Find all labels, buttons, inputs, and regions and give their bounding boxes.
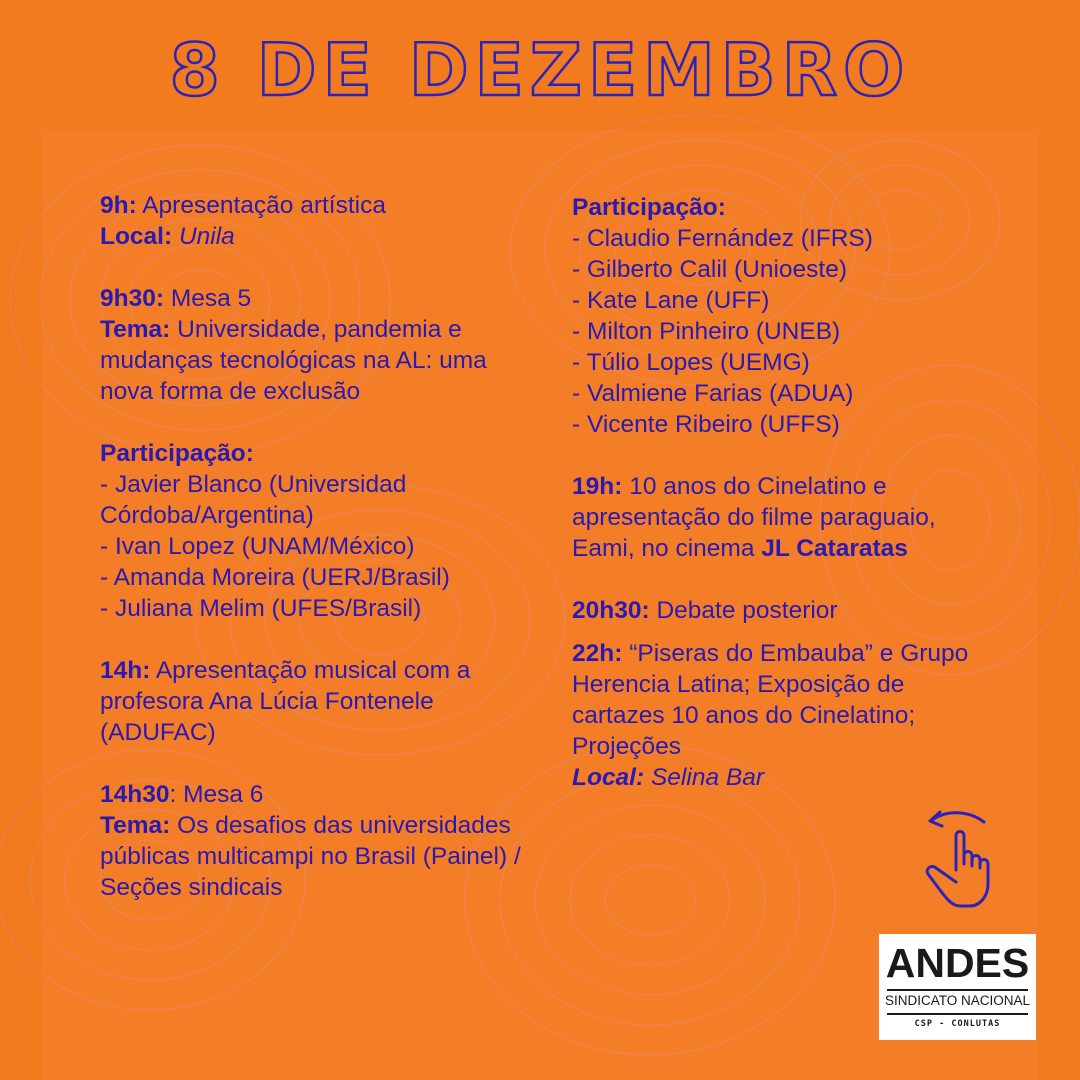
- participants-list: [572, 192, 972, 440]
- time-label: 20h30:: [572, 597, 650, 624]
- participant: - Valmiene Farias (ADUA): [572, 380, 854, 407]
- local-label: Local:: [572, 764, 645, 791]
- event-text: Apresentação artística: [136, 192, 386, 219]
- time-label: 19h:: [572, 473, 623, 500]
- participant: - Kate Lane (UFF): [572, 287, 770, 314]
- local-label: Local:: [100, 223, 173, 250]
- participant: - Milton Pinheiro (UNEB): [572, 318, 841, 345]
- tema-text: Os desafios das universidades públicas multicampi no Brasil (Painel) / Seções sindicais: [100, 812, 521, 901]
- left-column: [100, 190, 540, 903]
- event-text: Apresentação musical com a profesora Ana Lúcia Fontenele (ADUFAC): [100, 657, 471, 746]
- event-text: Debate posterior: [649, 597, 838, 624]
- logo-tagline: CSP - CONLUTAS: [914, 1019, 1001, 1029]
- time-label: 9h:: [100, 192, 137, 219]
- participant: - Claudio Fernández (IFRS): [572, 225, 873, 252]
- page-title: 8 DE DEZEMBRO: [169, 28, 911, 112]
- schedule-item-22h: [572, 638, 972, 793]
- participant: - Vicente Ribeiro (UFFS): [572, 411, 840, 438]
- participant: - Javier Blanco (Universidad Córdoba/Argentina): [100, 471, 407, 529]
- participants-list: [100, 438, 540, 624]
- tema-label: Tema:: [100, 812, 171, 839]
- participant: - Amanda Moreira (UERJ/Brasil): [100, 564, 450, 591]
- event-text: : Mesa 6: [169, 781, 264, 808]
- event-text: 10 anos do Cinelatino e apresentação do filme paraguaio, Eami, no cinema: [572, 473, 936, 562]
- hand-swipe-left-icon: [920, 806, 996, 912]
- schedule-item-19h: [572, 471, 972, 564]
- andes-logo: [879, 934, 1036, 1040]
- logo-divider: [887, 989, 1028, 991]
- participants-label: Participação:: [100, 440, 254, 467]
- time-label: 14h:: [100, 657, 151, 684]
- logo-subtitle: SINDICATO NACIONAL: [884, 993, 1031, 1008]
- logo-title: ANDES: [885, 940, 1030, 986]
- venue-name: JL Cataratas: [761, 535, 908, 562]
- event-text: Mesa 5: [164, 285, 252, 312]
- time-label: 14h30: [100, 781, 170, 808]
- tema-label: Tema:: [100, 316, 171, 343]
- event-text: “Piseras do Embauba” e Grupo Herencia Latina; Exposição de cartazes 10 anos do Cinelatino; Projeções: [572, 640, 969, 760]
- participant: - Gilberto Calil (Unioeste): [572, 256, 848, 283]
- time-label: 9h30:: [100, 285, 165, 312]
- participant: - Túlio Lopes (UEMG): [572, 349, 810, 376]
- participant: - Juliana Melim (UFES/Brasil): [100, 595, 422, 622]
- local-value: Unila: [172, 223, 235, 250]
- schedule-item-14h: [100, 655, 540, 748]
- participants-label: Participação:: [572, 194, 726, 221]
- local-value: Selina Bar: [644, 764, 765, 791]
- time-label: 22h:: [572, 640, 623, 667]
- logo-divider: [887, 1013, 1028, 1015]
- schedule-item-9h30: [100, 283, 540, 407]
- schedule-item-14h30: [100, 779, 540, 903]
- schedule-item-20h30: [572, 595, 972, 626]
- tema-text: Universidade, pandemia e mudanças tecnológicas na AL: uma nova forma de exclusão: [100, 316, 487, 405]
- participant: - Ivan Lopez (UNAM/México): [100, 533, 415, 560]
- schedule-item-9h: [100, 190, 540, 252]
- right-column: [572, 192, 972, 793]
